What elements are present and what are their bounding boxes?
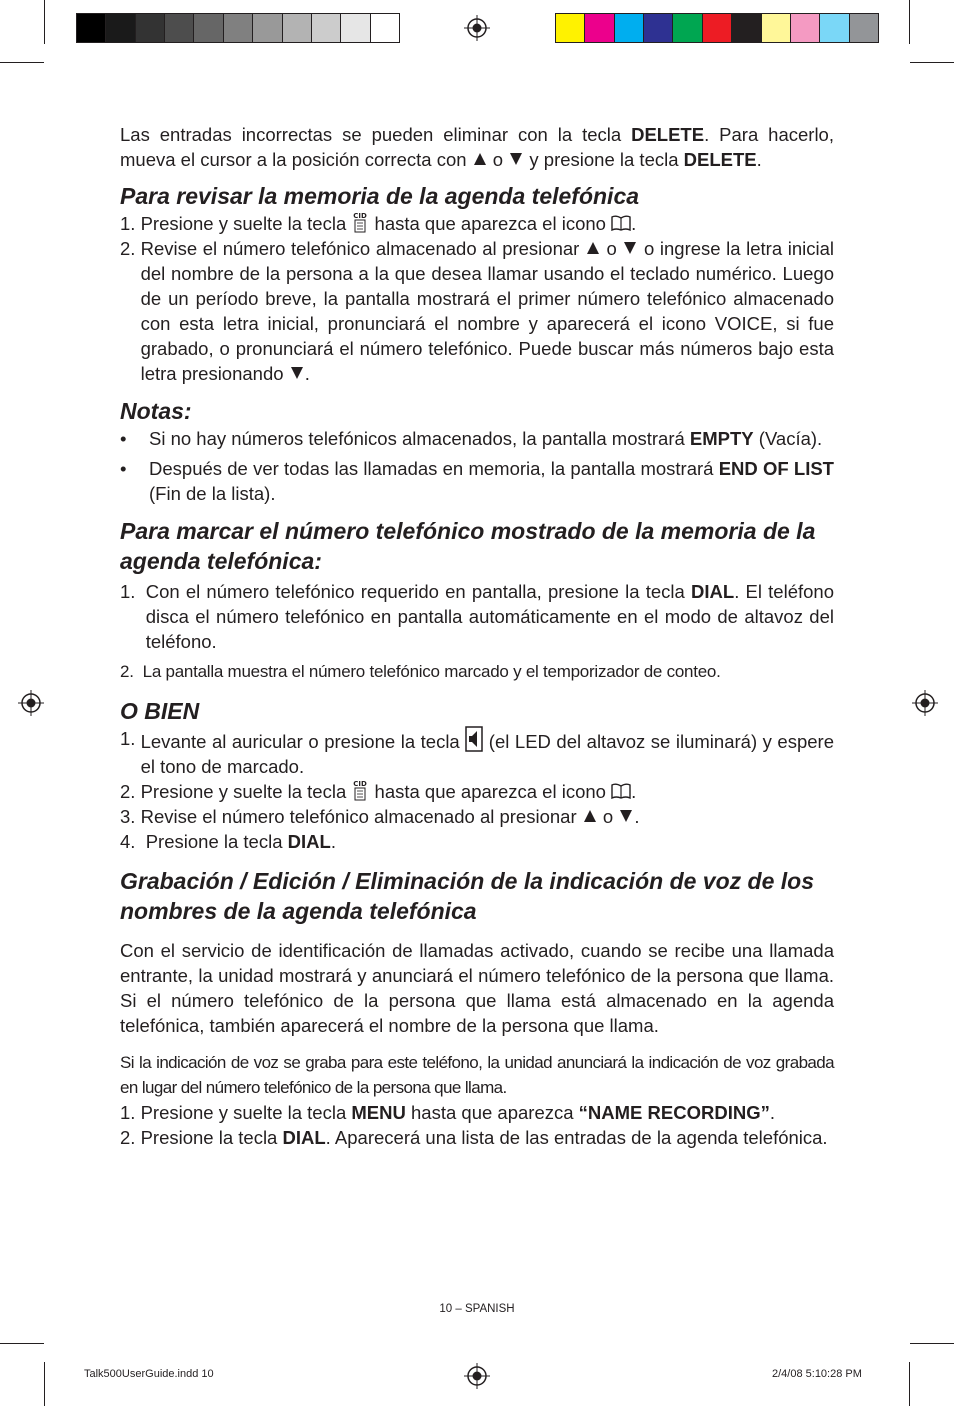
- list-item: 4. Presione la tecla DIAL.: [120, 831, 336, 852]
- svg-text:CID: CID: [353, 780, 368, 788]
- phonebook-icon: [611, 215, 631, 231]
- gray-swatch: [194, 14, 223, 42]
- color-swatch: [762, 14, 791, 42]
- gray-swatch: [165, 14, 194, 42]
- down-arrow-icon: [620, 810, 632, 822]
- gray-swatch: [371, 14, 399, 42]
- color-swatch: [673, 14, 702, 42]
- crop-mark: [910, 62, 954, 63]
- page-content: [120, 122, 834, 1150]
- up-arrow-icon: [587, 242, 599, 254]
- cid-key-icon: [351, 211, 369, 233]
- cid-key-icon: [351, 779, 369, 801]
- color-swatch: [850, 14, 878, 42]
- crop-mark: [44, 1362, 45, 1406]
- list-item: • Después de ver todas las llamadas en memoria, la pantalla mostrará END OF LIST (Fin de la lista).: [120, 458, 834, 504]
- down-arrow-icon: [624, 242, 636, 254]
- section-title-review: Para revisar la memoria de la agenda telefónica: [120, 183, 640, 209]
- section-title-dial: Para marcar el número telefónico mostrado de la memoria de la agenda telefónica:: [120, 518, 816, 574]
- list-item: 3. Revise el número telefónico almacenado al presionar o .: [120, 806, 640, 827]
- gray-swatch: [341, 14, 370, 42]
- paragraph: Con el servicio de identificación de llamadas activado, cuando se recibe una llamada entrante, la unidad mostrará y anunciará el número telefónico de la persona que llama. Si el número telefónico de la persona que llama está almacenado en la agenda telefónica, también aparecerá el nombre de la persona que llama.: [120, 940, 834, 1036]
- crop-mark: [909, 1362, 910, 1406]
- registration-mark-icon: [464, 1363, 490, 1389]
- gray-swatch: [253, 14, 282, 42]
- registration-mark-icon: [18, 690, 44, 716]
- color-swatch: [791, 14, 820, 42]
- section-title-or: O BIEN: [120, 698, 200, 724]
- section-title-recording: Grabación / Edición / Eliminación de la indicación de voz de los nombres de la agenda telefónica: [120, 868, 814, 924]
- color-swatch: [556, 14, 585, 42]
- svg-text:CID: CID: [353, 212, 368, 220]
- paragraph: Si la indicación de voz se graba para este teléfono, la unidad anunciará la indicación de voz grabada en lugar del número telefónico de la persona que llama.: [120, 1053, 834, 1097]
- gray-swatch: [312, 14, 341, 42]
- section-title-notes: Notas:: [120, 398, 192, 424]
- up-arrow-icon: [474, 153, 486, 165]
- date-slug: 2/4/08 5:10:28 PM: [772, 1368, 862, 1380]
- color-swatch: [644, 14, 673, 42]
- list-item: 2. Presione y suelte la tecla CID hasta que aparezca el icono .: [120, 780, 637, 802]
- color-swatch: [703, 14, 732, 42]
- registration-mark-icon: [464, 15, 490, 41]
- crop-mark: [0, 62, 44, 63]
- list-item: 1. Levante al auricular o presione la tecla (el LED del altavoz se iluminará) y espere el tono de marcado.: [120, 728, 835, 777]
- gray-swatch: [77, 14, 106, 42]
- process-color-bar: [555, 13, 879, 43]
- down-arrow-icon: [510, 153, 522, 165]
- color-swatch: [585, 14, 614, 42]
- gray-swatch: [106, 14, 135, 42]
- list-item: 1. Con el número telefónico requerido en pantalla, presione la tecla DIAL. El teléfono disca el número telefónico en pantalla automáticamente en el modo de altavoz del teléfono.: [120, 581, 834, 652]
- crop-mark: [0, 1343, 44, 1344]
- crop-mark: [910, 1343, 954, 1344]
- gray-swatch: [283, 14, 312, 42]
- up-arrow-icon: [584, 810, 596, 822]
- color-swatch: [615, 14, 644, 42]
- list-item: 2. Presione la tecla DIAL. Aparecerá una lista de las entradas de la agenda telefónica.: [120, 1127, 828, 1148]
- speaker-key-icon: [465, 726, 483, 752]
- grayscale-color-bar: [76, 13, 400, 43]
- list-item: 1. Presione y suelte la tecla CID hasta que aparezca el icono .: [120, 212, 637, 234]
- crop-mark: [909, 0, 910, 44]
- list-item: • Si no hay números telefónicos almacenados, la pantalla mostrará EMPTY (Vacía).: [120, 428, 823, 449]
- gray-swatch: [224, 14, 253, 42]
- page-footer: 10 – SPANISH: [439, 1303, 515, 1315]
- color-swatch: [732, 14, 761, 42]
- phonebook-icon: [611, 783, 631, 799]
- crop-mark: [44, 0, 45, 44]
- down-arrow-icon: [291, 367, 303, 379]
- file-slug: Talk500UserGuide.indd 10: [84, 1368, 214, 1380]
- intro-paragraph: Las entradas incorrectas se pueden eliminar con la tecla DELETE. Para hacerlo, mueva el cursor a la posición correcta con o y presione la tecla DELETE.: [120, 124, 834, 170]
- list-item: 2. La pantalla muestra el número telefónico marcado y el temporizador de conteo.: [120, 662, 721, 681]
- registration-mark-icon: [912, 690, 938, 716]
- gray-swatch: [136, 14, 165, 42]
- list-item: 1. Presione y suelte la tecla MENU hasta que aparezca “NAME RECORDING”.: [120, 1102, 775, 1123]
- color-swatch: [820, 14, 849, 42]
- list-item: 2. Revise el número telefónico almacenado al presionar o o ingrese la letra inicial del nombre de la persona a la que desea llamar usando el teclado numérico. Luego de un período breve, la pantalla mostrará el primer número telefónico almacenado con esta letra inicial, pronunciará el nombre y aparecerá el icono VOICE, si fue grabado, o pronunciará el número telefónico. Puede buscar más números bajo esta letra presionando .: [120, 238, 834, 384]
